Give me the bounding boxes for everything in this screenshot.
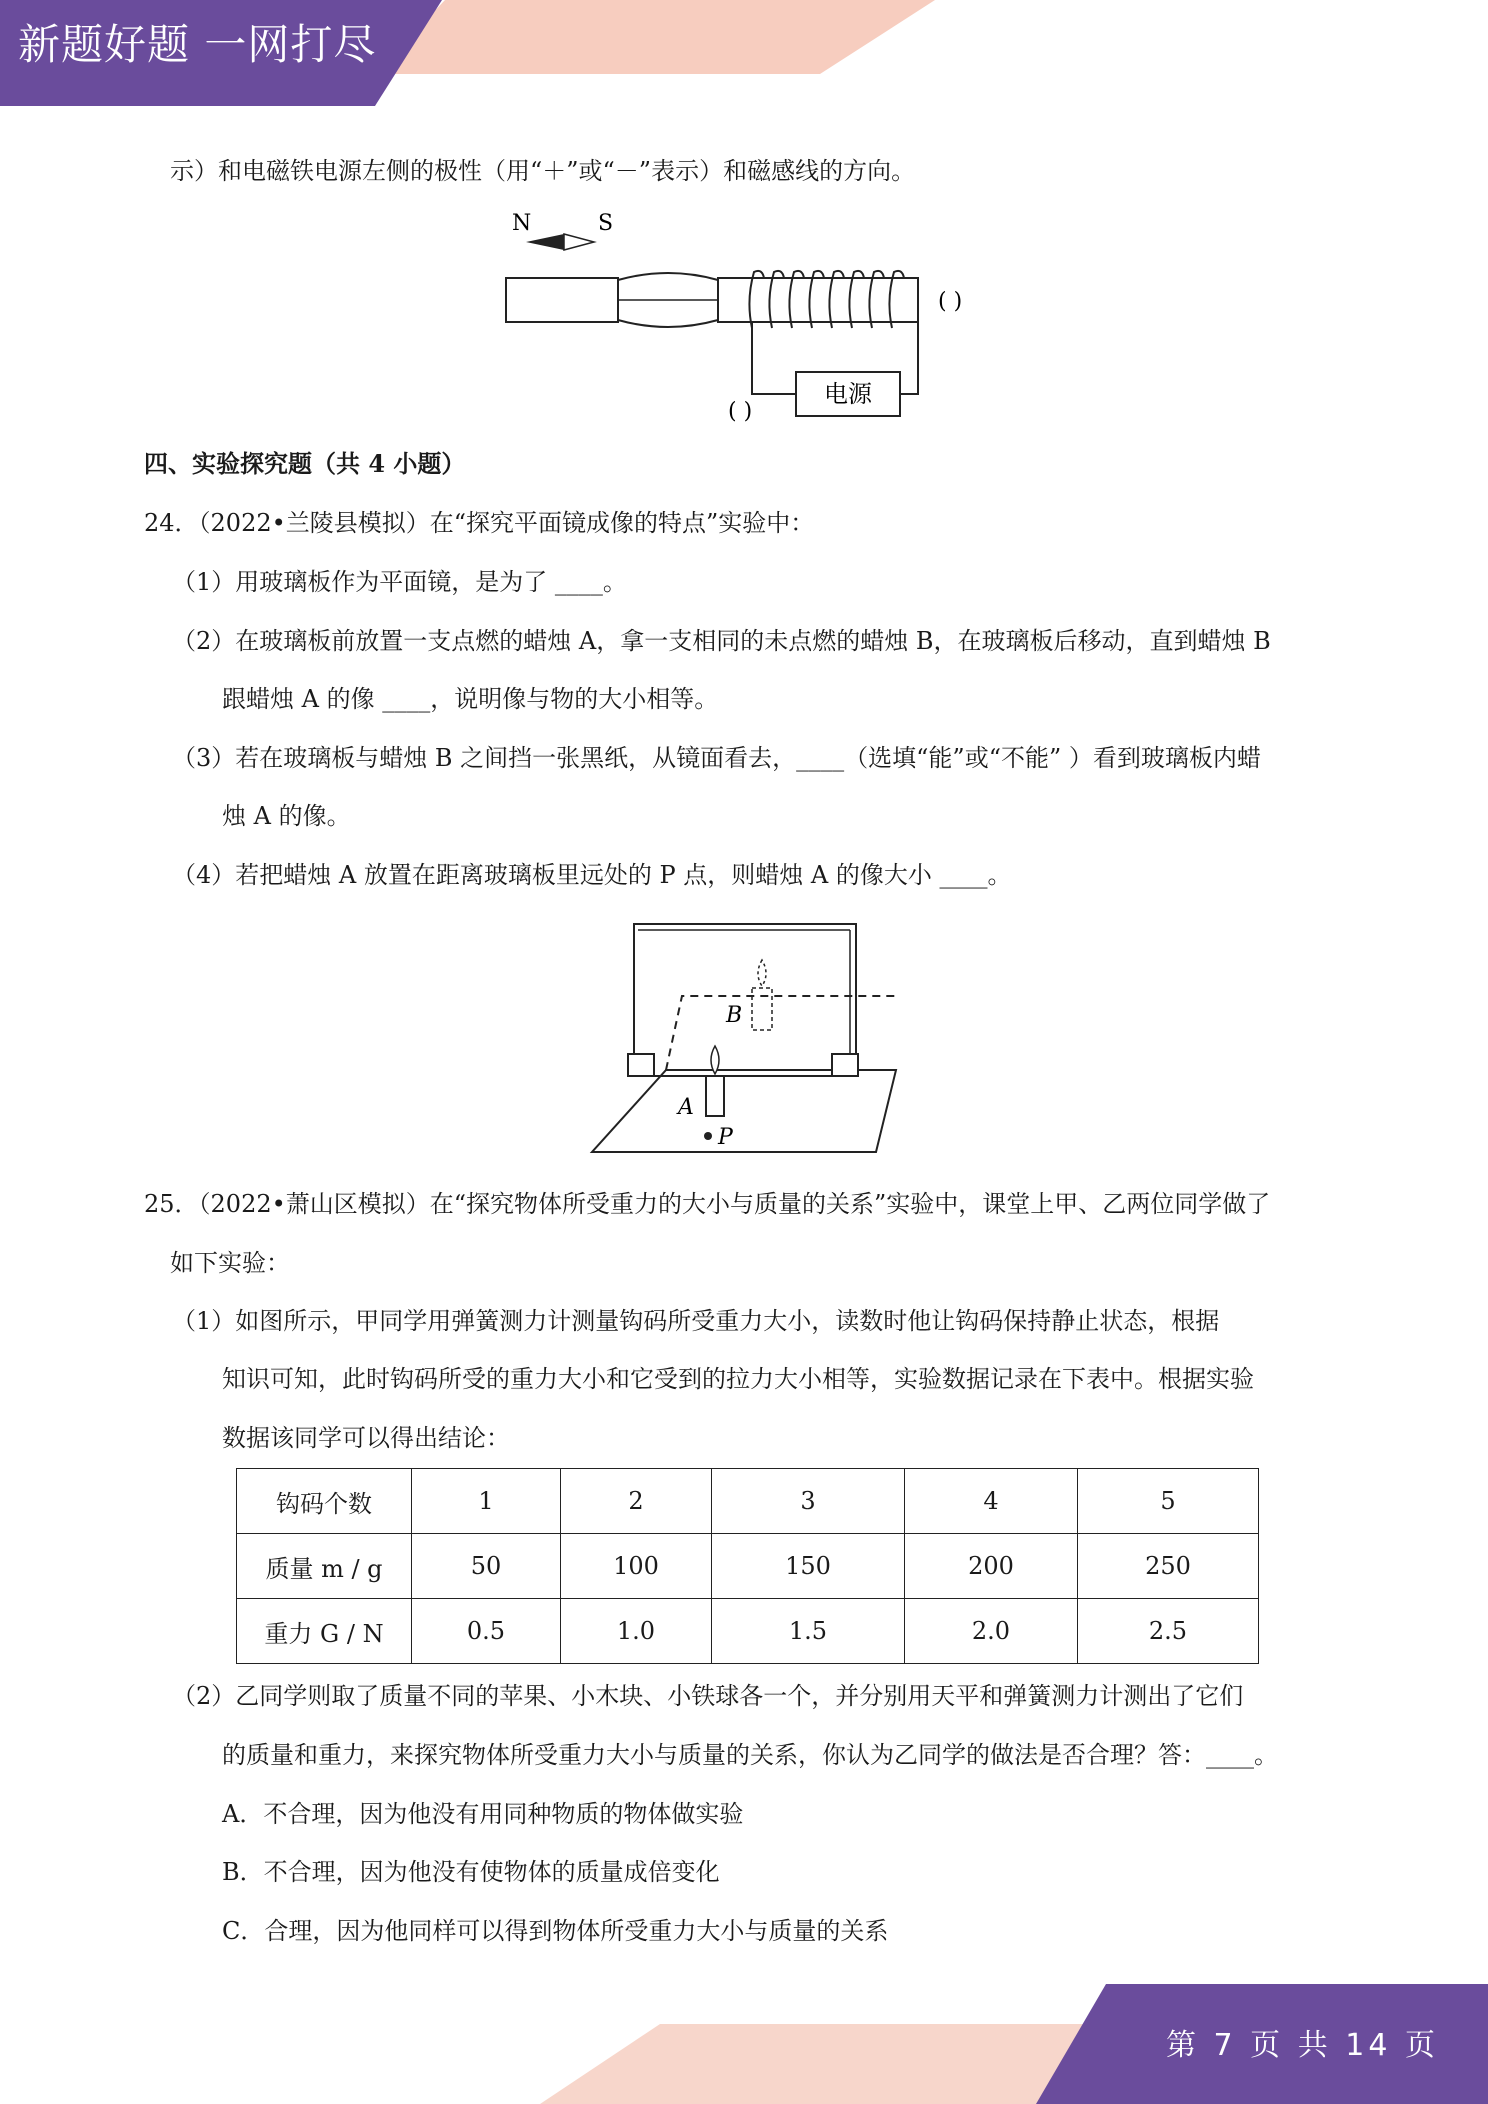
q24-stem: 24．（2022•兰陵县模拟）在“探究平面镜成像的特点”实验中：: [144, 509, 815, 537]
label-b: B: [726, 1003, 743, 1028]
section-heading: 四、实验探究题（共 4 小题）: [144, 449, 466, 478]
q25-stem-line2: 如下实验：: [170, 1249, 290, 1277]
table-cell: 1: [412, 1469, 561, 1534]
compass-needle-north: [526, 234, 564, 250]
q24-part4: （4）若把蜡烛 A 放置在距离玻璃板里远处的 P 点，则蜡烛 A 的像大小 ____。: [172, 861, 1012, 889]
table-cell: 3: [712, 1469, 905, 1534]
table-cell: 50: [412, 1534, 561, 1599]
q25-stem-line1: 25．（2022•萧山区模拟）在“探究物体所受重力的大小与质量的关系”实验中，课堂上甲、乙两位同学做了: [144, 1190, 1271, 1218]
table-plane: [592, 1070, 896, 1152]
glass-plate: [634, 924, 856, 1076]
q25-part1-line2: 知识可知，此时钩码所受的重力大小和它受到的拉力大小相等，实验数据记录在下表中。根据实验: [222, 1365, 1254, 1393]
q24-part2-line2: 跟蜡烛 A 的像 ____，说明像与物的大小相等。: [222, 685, 719, 713]
compass-needle-south: [564, 234, 594, 250]
table-row: [237, 1469, 1259, 1534]
bar-magnet: [506, 278, 618, 322]
table-cell: 200: [905, 1534, 1078, 1599]
q25-option-c: C．合理，因为他同样可以得到物体所受重力大小与质量的关系: [222, 1917, 889, 1945]
blank-bottom-paren: ( ): [728, 399, 753, 424]
circuit-wire-right: [900, 322, 918, 394]
circuit-wire-left: [752, 322, 796, 394]
support-right: [832, 1054, 858, 1076]
q25-part1-line3: 数据该同学可以得出结论：: [222, 1424, 510, 1452]
table-cell: 1.5: [712, 1599, 905, 1664]
table-cell: 质量 m / g: [237, 1534, 412, 1599]
prev-question-tail: 示）和电磁铁电源左侧的极性（用“＋”或“－”表示）和磁感线的方向。: [170, 157, 916, 185]
page-number: 第 7 页 共 14 页: [1166, 2028, 1439, 2063]
table-cell: 2.5: [1078, 1599, 1259, 1664]
q25-part2-line2: 的质量和重力，来探究物体所受重力大小与质量的关系，你认为乙同学的做法是否合理？答：____。: [222, 1741, 1278, 1769]
compass-n-label: N: [512, 211, 532, 236]
candle-b-flame: [758, 960, 766, 986]
q25-option-b: B．不合理，因为他没有使物体的质量成倍变化: [222, 1858, 720, 1886]
table-cell: 0.5: [412, 1599, 561, 1664]
table-row: [237, 1599, 1259, 1664]
table-cell: 5: [1078, 1469, 1259, 1534]
label-a: A: [678, 1095, 694, 1120]
table-cell: 250: [1078, 1534, 1259, 1599]
q24-part2-line1: （2）在玻璃板前放置一支点燃的蜡烛 A，拿一支相同的未点燃的蜡烛 B，在玻璃板后移动，直到蜡烛 B: [172, 627, 1271, 655]
candle-b: [752, 988, 772, 1030]
header-pink-band: [375, 0, 935, 74]
electromagnet-figure: [490, 200, 1010, 432]
table-row: [237, 1534, 1259, 1599]
support-left: [628, 1054, 654, 1076]
compass-s-label: S: [598, 211, 614, 236]
q24-part3-line2: 烛 A 的像。: [222, 802, 351, 830]
table-cell: 2: [561, 1469, 712, 1534]
q24-part1: （1）用玻璃板作为平面镜，是为了 ____。: [172, 568, 627, 596]
candle-a: [706, 1076, 724, 1116]
table-cell: 1.0: [561, 1599, 712, 1664]
table-cell: 150: [712, 1534, 905, 1599]
table-cell: 100: [561, 1534, 712, 1599]
point-p: [704, 1132, 712, 1140]
q25-option-a: A．不合理，因为他没有用同种物质的物体做实验: [222, 1800, 744, 1828]
q25-part2-line1: （2）乙同学则取了质量不同的苹果、小木块、小铁球各一个，并分别用天平和弹簧测力计测出了它们: [172, 1682, 1244, 1710]
table-cell: 钩码个数: [237, 1469, 412, 1534]
blank-right-paren: ( ): [938, 289, 963, 314]
label-p: P: [718, 1125, 733, 1150]
table-cell: 4: [905, 1469, 1078, 1534]
q24-part3-line1: （3）若在玻璃板与蜡烛 B 之间挡一张黑纸，从镜面看去，____（选填“能”或“不能” ）看到玻璃板内蜡: [172, 744, 1261, 772]
mirror-back-plane: [666, 996, 896, 1070]
plane-mirror-figure: [586, 920, 904, 1158]
data-table: [236, 1468, 1259, 1664]
solenoid-core: [718, 278, 918, 322]
table-cell: 重力 G / N: [237, 1599, 412, 1664]
coil: [749, 271, 904, 328]
header-title: 新题好题 一网打尽: [18, 20, 377, 69]
table-cell: 2.0: [905, 1599, 1078, 1664]
candle-a-flame: [711, 1046, 719, 1074]
q25-part1-line1: （1）如图所示，甲同学用弹簧测力计测量钩码所受重力大小，读数时他让钩码保持静止状态，根据: [172, 1307, 1220, 1335]
power-source-label: 电源: [824, 380, 872, 408]
